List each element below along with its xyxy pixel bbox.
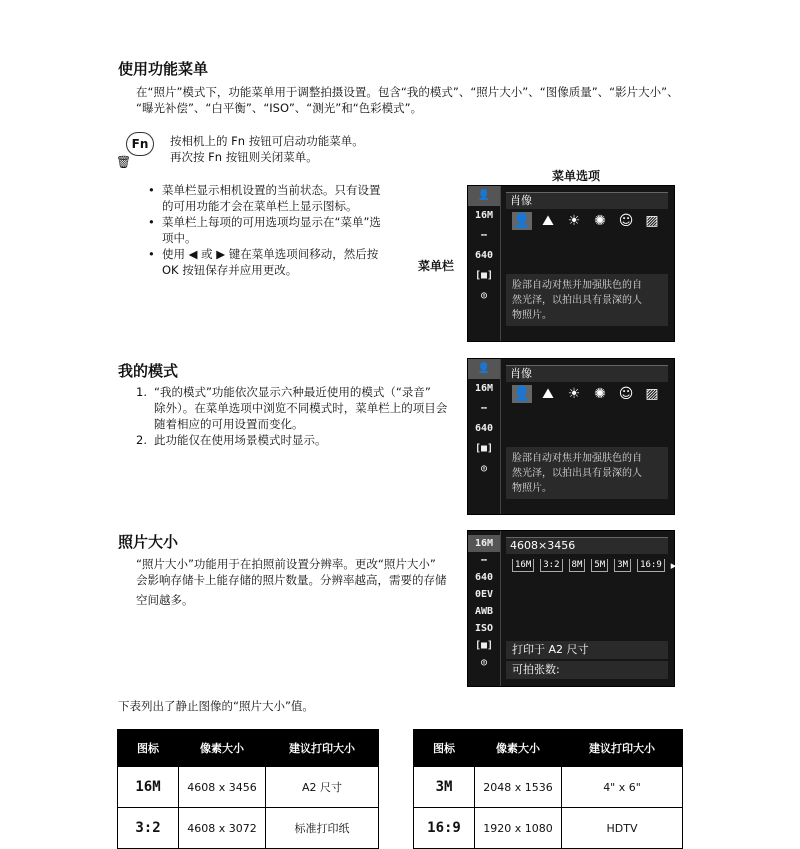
section-title-my-mode: 我的模式: [118, 362, 179, 380]
exposure-icon[interactable]: 0EV: [474, 589, 494, 600]
photo-size-table-left: [117, 729, 379, 849]
list-item: [136, 384, 461, 432]
divider: [500, 359, 501, 514]
portrait-icon[interactable]: 👤: [513, 213, 531, 229]
res-16-9-icon[interactable]: 16:9: [637, 559, 665, 572]
mode-description: [506, 274, 668, 326]
trash-icon: 🗑: [116, 155, 132, 169]
sunset-icon[interactable]: ☀: [567, 213, 581, 229]
section-title-function-menu: 使用功能菜单: [118, 60, 209, 78]
pixel-size: 2048 x 1536: [475, 767, 562, 808]
desc-line: 然光泽，以拍出具有景深的人: [512, 295, 642, 306]
intro-line-1: 在“照片”模式下，功能菜单用于调整拍摄设置。包含“我的模式”、“照片大小”、“图像质量”、“影片大小”、: [136, 85, 679, 99]
item-line: 此功能仅在使用场景模式时显示。: [154, 433, 327, 447]
res-3-2-icon[interactable]: 3:2: [540, 559, 562, 572]
table-intro: 下表列出了静止图像的“照片大小”值。: [118, 699, 314, 713]
item-line: “我的模式”功能依次显示六种最近使用的模式（“录音”: [154, 385, 431, 399]
metering-icon[interactable]: [■]: [474, 443, 494, 454]
movie-size-icon[interactable]: 640: [474, 423, 494, 434]
col-header-pixels: 像素大小: [475, 730, 562, 767]
white-balance-icon[interactable]: AWB: [474, 606, 494, 617]
pixel-size: 4608 x 3456: [179, 767, 266, 808]
divider: [500, 531, 501, 686]
color-mode-icon[interactable]: ◎: [480, 463, 488, 474]
col-header-print: 建议打印大小: [266, 730, 379, 767]
size-icon: 3:2: [118, 808, 179, 849]
metering-icon[interactable]: [■]: [474, 640, 494, 651]
size-icon: 3M: [414, 767, 475, 808]
backlight-icon[interactable]: ✺: [594, 386, 606, 402]
backlight-icon[interactable]: ✺: [594, 213, 606, 229]
col-header-icon: 图标: [118, 730, 179, 767]
desc-line: 物照片。: [512, 310, 552, 321]
photo-size-icon[interactable]: 16M: [468, 535, 500, 552]
movie-size-icon[interactable]: 640: [474, 250, 494, 261]
photo-size-line-1: “照片大小”功能用于在拍照前设置分辨率。更改“照片大小”: [136, 557, 436, 571]
menu-bar: [468, 359, 500, 514]
col-header-pixels: 像素大小: [179, 730, 266, 767]
res-8m-icon[interactable]: 8M: [569, 559, 586, 572]
menu-bar: [468, 186, 500, 341]
table-header-row: [414, 730, 683, 767]
sunset-icon[interactable]: ☀: [567, 386, 581, 402]
scene-icon[interactable]: ▨: [645, 213, 659, 229]
item-number: 2.: [136, 433, 147, 447]
desc-line: 脸部自动对焦并加强肤色的自: [512, 453, 642, 464]
table-row: [118, 767, 379, 808]
scene-mode-icon[interactable]: 👤: [468, 359, 500, 379]
divider: [500, 186, 501, 341]
menu-bar: [468, 535, 500, 686]
kids-icon[interactable]: ☺: [618, 386, 634, 402]
desc-line: 物照片。: [512, 483, 552, 494]
fn-instruction-1: 按相机上的 Fn 按钮可启动功能菜单。: [170, 134, 364, 148]
camera-screen-portrait: [467, 185, 675, 342]
table-row: [414, 808, 683, 849]
quality-icon[interactable]: ⋯: [480, 403, 488, 414]
table-header-row: [118, 730, 379, 767]
item-number: 1.: [136, 385, 147, 399]
mode-options: [512, 212, 662, 230]
photo-size-table-right: [413, 729, 683, 849]
quality-icon[interactable]: ⋯: [480, 230, 488, 241]
color-mode-icon[interactable]: ◎: [480, 657, 488, 668]
res-3m-icon[interactable]: 3M: [614, 559, 631, 572]
scene-mode-icon[interactable]: 👤: [468, 186, 500, 206]
desc-line: 脸部自动对焦并加强肤色的自: [512, 280, 642, 291]
option-title: 肖像: [506, 365, 668, 382]
print-size: 4" x 6": [562, 767, 683, 808]
col-header-print: 建议打印大小: [562, 730, 683, 767]
color-mode-icon[interactable]: ◎: [480, 290, 488, 301]
size-icon: 16M: [118, 767, 179, 808]
fn-instruction-2: 再次按 Fn 按钮则关闭菜单。: [170, 150, 318, 164]
intro-line-2: “曝光补偿”、“白平衡”、“ISO”、“测光”和“色彩模式”。: [136, 101, 423, 115]
table-row: [414, 767, 683, 808]
section-title-photo-size: 照片大小: [118, 533, 179, 551]
portrait-icon[interactable]: 👤: [513, 386, 531, 402]
list-item: [136, 432, 461, 448]
landscape-icon[interactable]: ⛰: [542, 386, 554, 402]
desc-line: 然光泽，以拍出具有景深的人: [512, 468, 642, 479]
pixel-size: 4608 x 3072: [179, 808, 266, 849]
print-size: 标准打印纸: [266, 808, 379, 849]
item-line: 除外）。在菜单选项中浏览不同模式时，菜单栏上的项目会: [154, 401, 448, 415]
numbered-list: [136, 384, 461, 448]
bullet-list: [146, 182, 391, 278]
bullet-item: • 菜单栏上每项的可用选项均显示在“菜单”选项中。: [146, 214, 391, 246]
landscape-icon[interactable]: ⛰: [542, 213, 554, 229]
print-size-info: 打印于 A2 尺寸: [506, 641, 668, 659]
photo-size-icon[interactable]: 16M: [474, 383, 494, 394]
mode-description: [506, 447, 668, 499]
col-header-icon: 图标: [414, 730, 475, 767]
photo-size-icon[interactable]: 16M: [474, 210, 494, 221]
kids-icon[interactable]: ☺: [618, 213, 634, 229]
quality-icon[interactable]: ⋯: [480, 555, 488, 566]
shots-remaining: 可拍张数:: [506, 661, 668, 679]
pixel-size: 1920 x 1080: [475, 808, 562, 849]
photo-size-line-3: 空间越多。: [136, 593, 194, 607]
print-size: A2 尺寸: [266, 767, 379, 808]
size-icon: 16:9: [414, 808, 475, 849]
arrow-right-icon[interactable]: ▸: [670, 559, 677, 572]
movie-size-icon[interactable]: 640: [474, 572, 494, 583]
item-line: 随着相应的可用设置而变化。: [154, 417, 304, 431]
table-row: [118, 808, 379, 849]
bullet-item: • 菜单栏显示相机设置的当前状态。只有设置的可用功能才会在菜单栏上显示图标。: [146, 182, 391, 214]
fn-button-icon: Fn: [126, 132, 154, 156]
mode-options: [512, 385, 662, 403]
iso-icon[interactable]: ISO: [474, 623, 494, 634]
res-5m-icon[interactable]: 5M: [591, 559, 608, 572]
camera-screen-photo-size: [467, 530, 675, 687]
metering-icon[interactable]: [■]: [474, 270, 494, 281]
menu-options-label: 菜单选项: [552, 169, 601, 183]
bullet-item: • 使用 ◀ 或 ▶ 键在菜单选项间移动，然后按 OK 按钮保存并应用更改。: [146, 246, 391, 278]
camera-screen-my-mode: [467, 358, 675, 515]
print-size: HDTV: [562, 808, 683, 849]
resolution-options: [512, 559, 676, 572]
menu-bar-label: 菜单栏: [418, 259, 455, 273]
scene-icon[interactable]: ▨: [645, 386, 659, 402]
res-16m-icon[interactable]: 16M: [512, 559, 534, 572]
option-title: 肖像: [506, 192, 668, 209]
photo-size-line-2: 会影响存储卡上能存储的照片数量。分辨率越高，需要的存储: [136, 573, 447, 587]
option-title: 4608×3456: [506, 537, 668, 554]
